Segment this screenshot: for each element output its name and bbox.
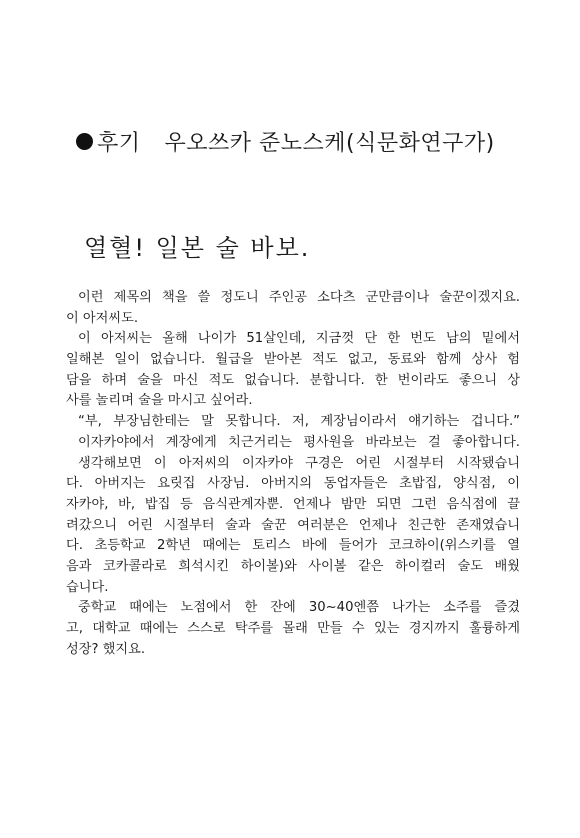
text-line: 중학교 때에는 노점에서 한 잔에 30~40엔쯤 나가는 소주를 즐겼 [78,600,520,616]
afterword-label: 후기 [97,131,141,156]
chapter-title: 열혈! 일본 술 바보. [84,234,311,262]
text-line: 습니다. [66,579,109,595]
text-line: 이 아저씨는 올해 나이가 51살인데, 지금껏 단 한 번도 남의 밑에서 [78,331,520,347]
text-line: 이런 제목의 책을 쓸 정도니 주인공 소다츠 군만큼이나 술꾼이겠지요. [78,290,520,305]
text-line: 생각해보면 이 아저씨의 이자카야 구경은 어린 시절부터 시작됐습니 [78,455,520,471]
text-line: 성장? 했지요. [66,641,146,657]
text-line: 이 아저씨도. [66,310,139,326]
afterword-heading [76,126,495,157]
body-text [66,288,520,660]
text-line: 이자카야에서 계장에게 치근거리는 평사원을 바라보는 걸 좋아합니다. [78,434,520,450]
text-line: 려갔으니 어린 시절부터 술과 술꾼 여러분은 언제나 친근한 존재였습니 [66,517,520,533]
text-line: “부, 부장님한테는 말 못합니다. 저, 계장님이라서 얘기하는 겁니다.” [78,414,520,430]
bullet-icon [76,133,93,150]
text-line: 자카야, 바, 밥집 등 음식관계자뿐. 언제나 밤만 되면 그런 음식점에 끌 [66,496,520,512]
text-line: 일해본 일이 없습니다. 월급을 받아본 적도 없고, 동료와 함께 상사 험 [66,352,520,368]
text-line: 음과 코카콜라로 희석시킨 하이볼)와 사이볼 같은 하이컬러 술도 배웠 [66,558,520,574]
text-line: 다. 초등학교 2학년 때에는 토리스 바에 들어가 코크하이(위스키를 열 [66,538,520,554]
text-line: 담을 하며 술을 마신 적도 없습니다. 분합니다. 한 번이라도 좋으니 상 [66,372,520,388]
author-credit: 우오쓰카 준노스케(식문화연구가) [164,131,495,156]
text-line: 다. 아버지는 요릿집 사장님. 아버지의 동업자들은 초밥집, 양식점, 이 [66,476,520,492]
text-line: 사를 놀리며 술을 마시고 싶어라. [66,393,253,409]
text-line: 고, 대학교 때에는 스스로 탁주를 몰래 만들 수 있는 경지까지 훌륭하게 [66,621,520,636]
